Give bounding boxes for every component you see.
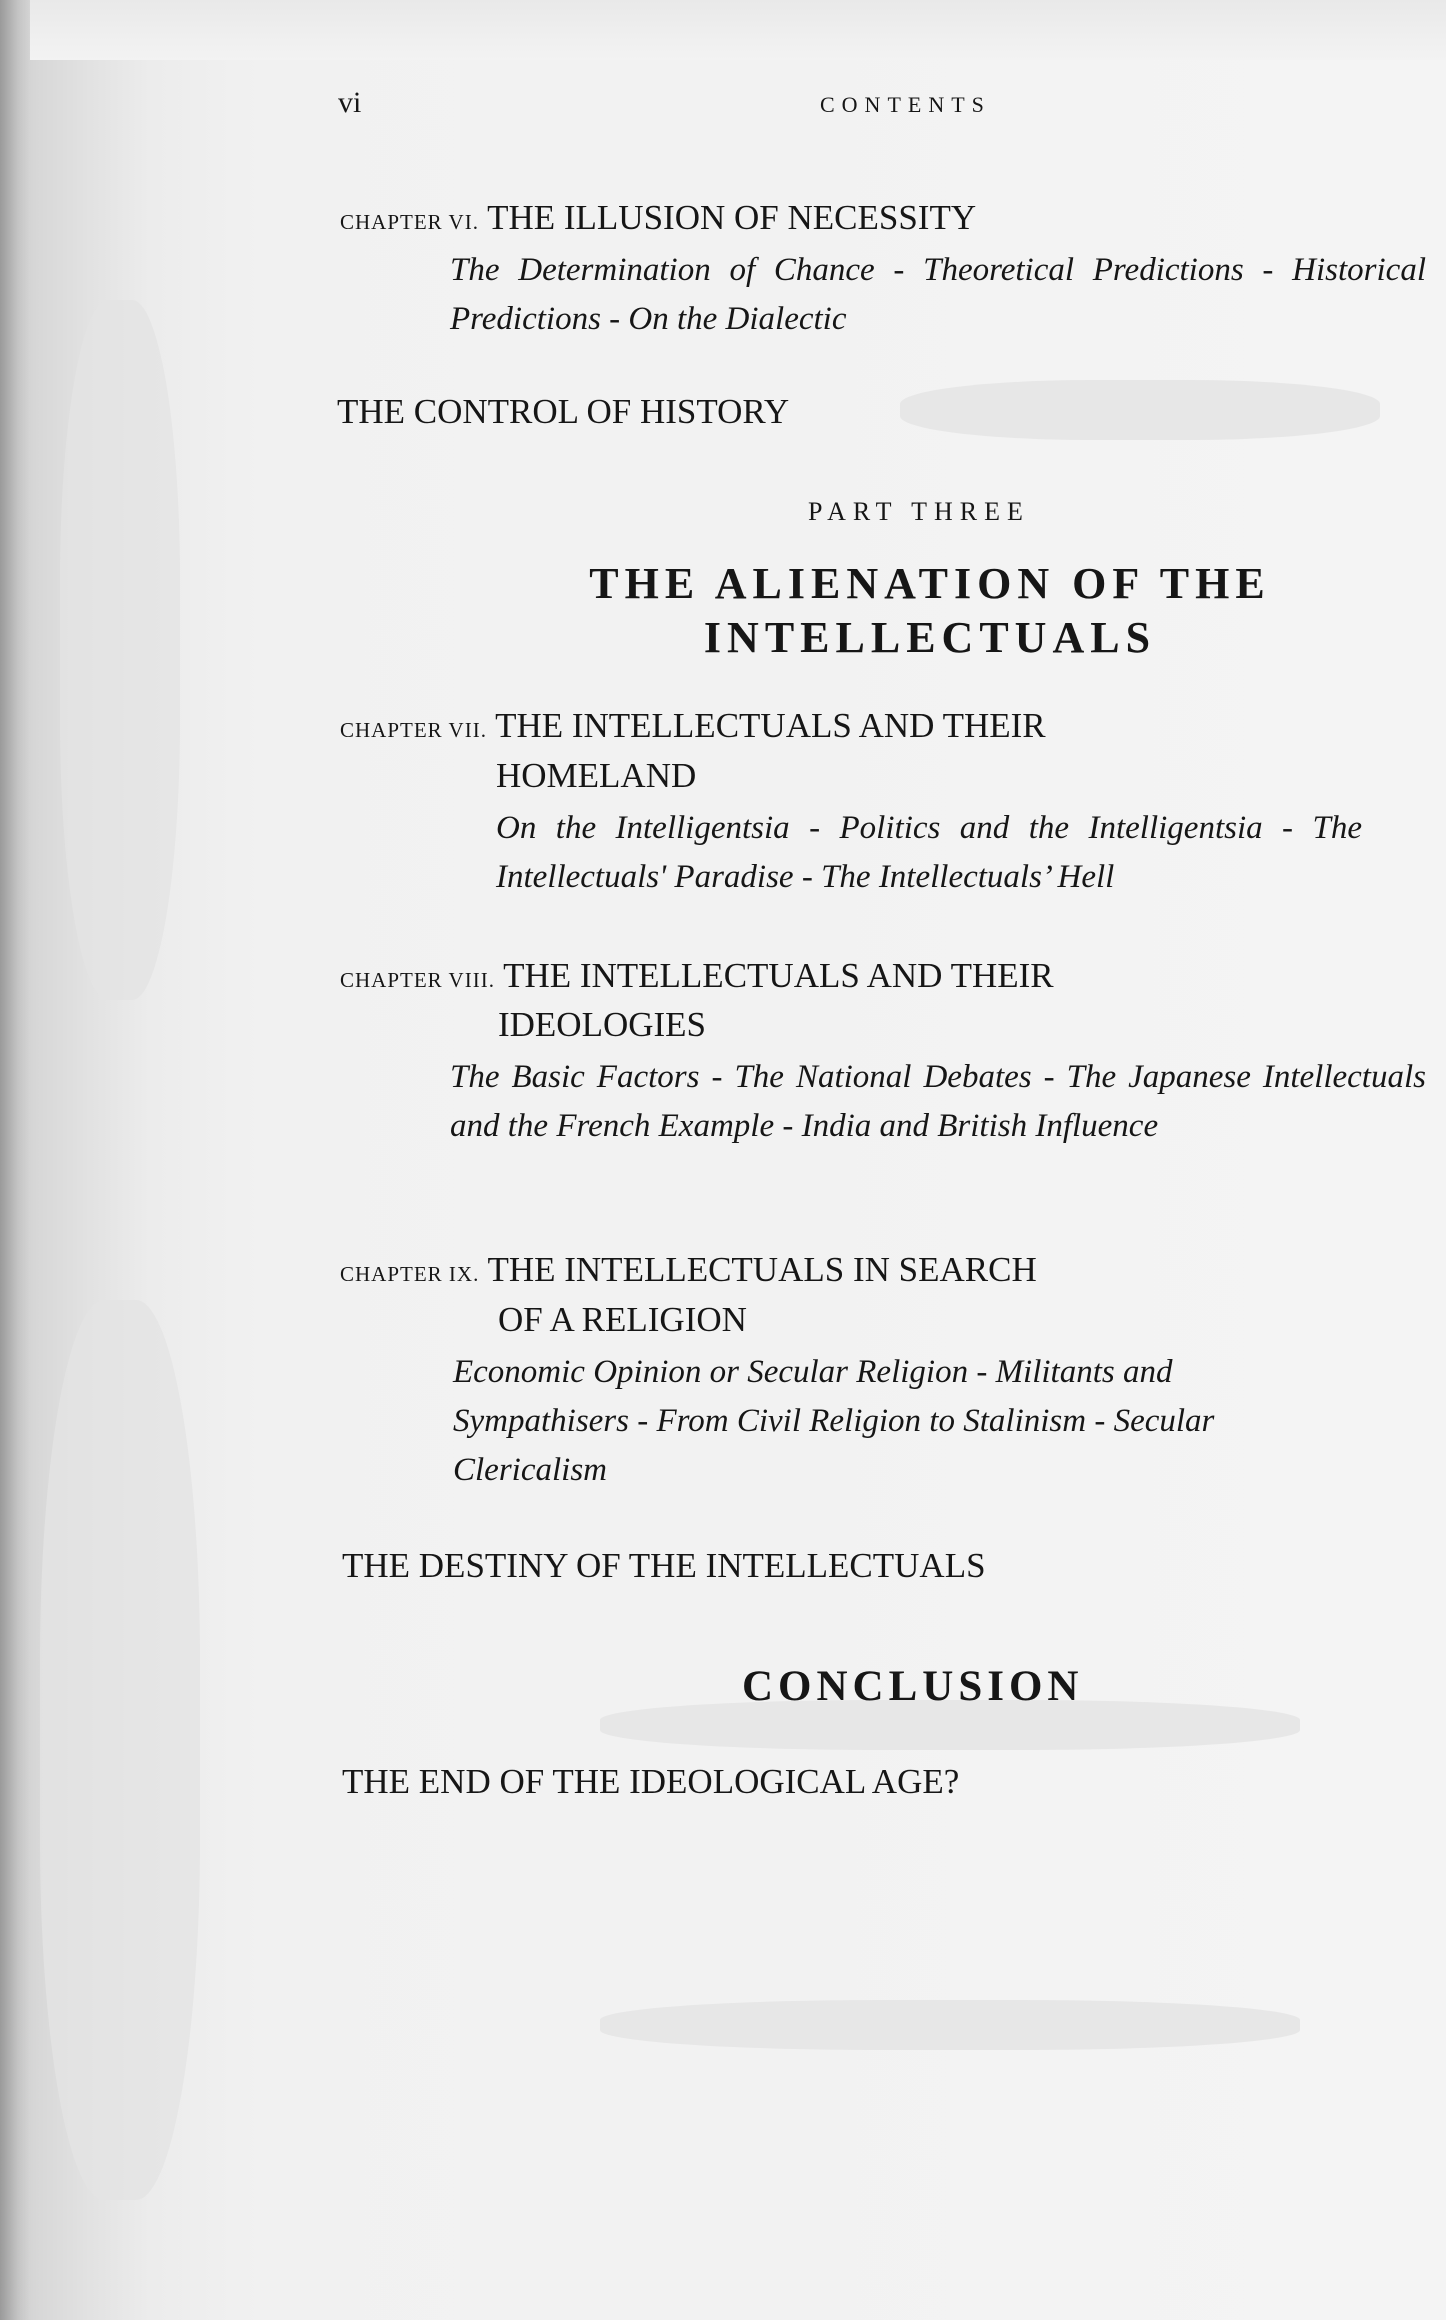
chapter-title: THE INTELLECTUALS AND THEIR bbox=[495, 706, 1046, 745]
chapter-seven-topics: On the Intelligentsia - Politics and the Intelligentsia - The Intellectuals' Paradise - The Intellectuals’ Hell bbox=[496, 810, 1362, 895]
toc-entry-end-of-ideological-age: THE END OF THE IDEOLOGICAL AGE? bbox=[342, 1762, 960, 1801]
chapter-eight-heading bbox=[340, 956, 1054, 996]
chapter-eight-topics: The Basic Factors - The National Debates - The Japanese Intellectuals and the French Example - India and British Influence bbox=[450, 1059, 1426, 1144]
chapter-seven-heading bbox=[340, 706, 1046, 746]
chapter-nine-topics: Economic Opinion or Secular Religion - Militants and Sympathisers - From Civil Religion to Stalinism - Secular Clericalism bbox=[453, 1354, 1215, 1488]
chapter-label: CHAPTER VII. bbox=[340, 718, 487, 742]
chapter-title: THE INTELLECTUALS AND THEIR bbox=[503, 956, 1054, 995]
toc-entry-control-of-history: THE CONTROL OF HISTORY bbox=[337, 392, 790, 431]
chapter-title-continued: IDEOLOGIES bbox=[498, 1005, 707, 1044]
chapter-six-topics: The Determination of Chance - Theoretical Predictions - Historical Predictions - On the Dialectic bbox=[450, 252, 1426, 337]
toc-entry-destiny: THE DESTINY OF THE INTELLECTUALS bbox=[342, 1546, 986, 1585]
chapter-six-heading bbox=[340, 198, 976, 238]
chapter-title-continued: HOMELAND bbox=[496, 756, 697, 795]
page-number: vi bbox=[338, 86, 362, 119]
paper-smudge bbox=[600, 2000, 1300, 2050]
book-spine-shadow bbox=[0, 0, 30, 2320]
part-label: PART THREE bbox=[808, 497, 1030, 526]
chapter-label: CHAPTER VIII. bbox=[340, 968, 495, 992]
chapter-nine-heading bbox=[340, 1250, 1037, 1290]
running-title: CONTENTS bbox=[820, 92, 991, 117]
paper-smudge bbox=[900, 380, 1380, 440]
chapter-label: CHAPTER IX. bbox=[340, 1262, 480, 1286]
chapter-title-continued: OF A RELIGION bbox=[498, 1300, 747, 1339]
paper-smudge bbox=[40, 1300, 200, 2200]
chapter-label: CHAPTER VI. bbox=[340, 210, 479, 234]
chapter-title: THE INTELLECTUALS IN SEARCH bbox=[487, 1250, 1037, 1289]
page-top-shading bbox=[0, 0, 1446, 60]
paper-smudge bbox=[60, 300, 180, 1000]
conclusion-heading: CONCLUSION bbox=[742, 1663, 1084, 1710]
chapter-title: THE ILLUSION OF NECESSITY bbox=[487, 198, 977, 237]
part-title: THE ALIENATION OF THE INTELLECTUALS bbox=[589, 559, 1271, 662]
